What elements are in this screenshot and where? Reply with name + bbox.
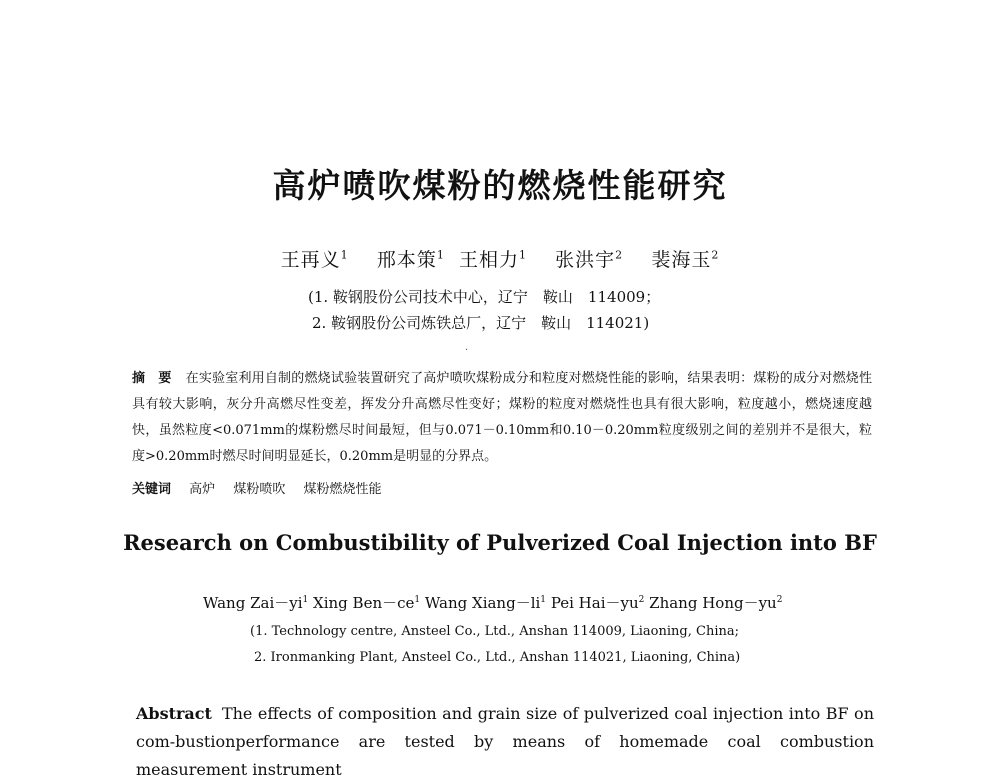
- author-affiliation-mark: 1: [540, 595, 547, 605]
- author-name: Wang Xiang－li: [424, 594, 541, 612]
- author-affiliation-mark: 2: [711, 248, 720, 262]
- author-name: Xing Ben－ce: [313, 594, 415, 612]
- keywords-cn: [132, 478, 395, 497]
- affiliation-en-1: (1. Technology centre, Ansteel Co., Ltd., Anshan 114009, Liaoning, China;: [250, 624, 739, 639]
- keyword-item: 高炉: [189, 482, 216, 497]
- author-name: Wang Zai－yi: [203, 594, 303, 612]
- abstract-en: [136, 700, 874, 784]
- paper-title-en: Research on Combustibility of Pulverized Coal Injection into BF: [123, 530, 877, 555]
- paper-title-cn: 高炉喷吹煤粉的燃烧性能研究: [272, 166, 728, 205]
- author-list-cn: [0, 245, 1000, 272]
- author-affiliation-mark: 1: [302, 595, 309, 605]
- keyword-item: 煤粉喷吹: [233, 482, 286, 497]
- author-name: 王再义: [280, 249, 341, 271]
- abstract-text-en: The effects of composition and grain size of pulverized coal injection into BF on com-bustionperformance are tested by means of homemade coal combustion measurement instrument: [136, 704, 874, 779]
- keyword-item: 煤粉燃烧性能: [303, 482, 382, 497]
- affiliation-en-2: 2. Ironmanking Plant, Ansteel Co., Ltd., Anshan 114021, Liaoning, China): [254, 650, 741, 665]
- author-name: 裴海玉: [651, 249, 712, 271]
- author-list-en: [203, 592, 782, 613]
- abstract-text-cn: 在实验室利用自制的燃烧试验装置研究了高炉喷吹煤粉成分和粒度对燃烧性能的影响，结果表明：煤粉的成分对燃烧性具有较大影响，灰分升高燃尽性变差，挥发分升高燃尽性变好；煤粉的粒度对燃烧性也具有很大影响，粒度越小，燃烧速度越快，虽然粒度<0.071mm的煤粉燃尽时间最短，但与0.071－0.10mm和0.10－0.20mm粒度级别之间的差别并不是很大，粒度>0.20mm时燃尽时间明显延长，0.20mm是明显的分界点。: [132, 371, 872, 464]
- author-affiliation-mark: 1: [436, 248, 445, 262]
- abstract-label-en: Abstract: [136, 704, 212, 723]
- author-name: Zhang Hong－yu: [649, 594, 777, 612]
- author-affiliation-mark: 1: [414, 595, 421, 605]
- abstract-cn: [132, 366, 872, 470]
- author-name: 张洪宇: [555, 249, 616, 271]
- affiliation-cn-1: (1. 鞍钢股份公司技术中心，辽宁 鞍山 114009；: [308, 288, 661, 306]
- author-name: 王相力: [458, 249, 519, 271]
- affiliation-cn-2: 2. 鞍钢股份公司炼铁总厂，辽宁 鞍山 114021): [312, 314, 650, 332]
- author-affiliation-mark: 1: [518, 248, 527, 262]
- author-affiliation-mark: 1: [340, 248, 349, 262]
- author-affiliation-mark: 2: [615, 248, 624, 262]
- separator-dot: ·: [465, 345, 469, 356]
- author-affiliation-mark: 2: [638, 595, 645, 605]
- author-name: 邢本策: [376, 249, 437, 271]
- abstract-label-cn: 摘 要: [132, 371, 172, 386]
- author-affiliation-mark: 2: [776, 595, 783, 605]
- author-name: Pei Hai－yu: [550, 594, 639, 612]
- keywords-label-cn: 关键词: [132, 482, 172, 497]
